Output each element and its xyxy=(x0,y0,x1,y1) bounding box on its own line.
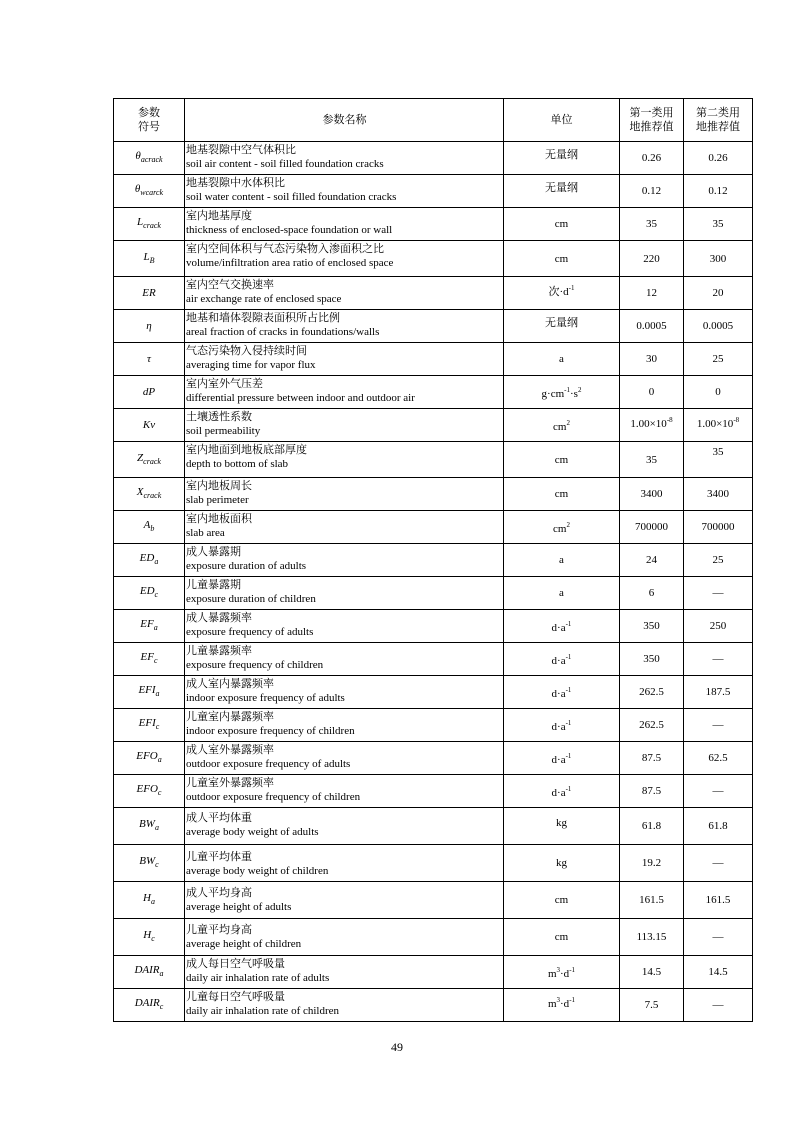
param-symbol: dP xyxy=(114,376,185,409)
value-class2: 300 xyxy=(684,241,753,277)
param-symbol: $X_{crack}$ xyxy=(114,478,185,511)
table-row xyxy=(114,709,753,742)
param-symbol: ER xyxy=(114,277,185,310)
param-symbol: $L_B$ xyxy=(114,241,185,277)
value-class2: — xyxy=(684,845,753,882)
value-class1: 700000 xyxy=(620,511,684,544)
value-class2: 35 xyxy=(684,442,753,478)
param-symbol: Kv xyxy=(114,409,185,442)
table-row xyxy=(114,442,753,478)
param-unit: $g\cdot cm^{-1}\cdot s^2$ xyxy=(504,376,620,409)
table-row xyxy=(114,989,753,1022)
param-unit: 无量纲 xyxy=(504,175,620,208)
value-class2: — xyxy=(684,775,753,808)
param-unit: $m^3\cdot d^{-1}$ xyxy=(504,956,620,989)
param-name: 室内地基厚度 thickness of enclosed-space foundation or wall xyxy=(185,208,504,241)
param-name: 成人每日空气呼吸量 daily air inhalation rate of adults xyxy=(185,956,504,989)
param-unit: kg xyxy=(504,845,620,882)
table-row xyxy=(114,577,753,610)
value-class2: — xyxy=(684,577,753,610)
param-unit: a xyxy=(504,544,620,577)
value-class1: 161.5 xyxy=(620,882,684,919)
value-class2: 3400 xyxy=(684,478,753,511)
table-header-row xyxy=(114,99,753,142)
table-row xyxy=(114,919,753,956)
param-unit: cm xyxy=(504,442,620,478)
param-name: 气态污染物入侵持续时间 averaging time for vapor flux xyxy=(185,343,504,376)
param-name: 成人暴露期 exposure duration of adults xyxy=(185,544,504,577)
table-row xyxy=(114,544,753,577)
param-name: 室内地板周长 slab perimeter xyxy=(185,478,504,511)
value-class1: 113.15 xyxy=(620,919,684,956)
header-unit: 单位 xyxy=(504,99,620,142)
value-class1: 262.5 xyxy=(620,676,684,709)
value-class2: 25 xyxy=(684,544,753,577)
param-name: 地基和墙体裂隙表面积所占比例 areal fraction of cracks in foundations/walls xyxy=(185,310,504,343)
value-class2: 20 xyxy=(684,277,753,310)
param-name: 室内地面到地板底部厚度 depth to bottom of slab xyxy=(185,442,504,478)
header-value-class2: 第二类用 地推荐值 xyxy=(684,99,753,142)
param-unit: $d\cdot a^{-1}$ xyxy=(504,775,620,808)
value-class2: 61.8 xyxy=(684,808,753,845)
param-name: 室内地板面积 slab area xyxy=(185,511,504,544)
value-class2: 161.5 xyxy=(684,882,753,919)
table-row xyxy=(114,142,753,175)
value-class1: 35 xyxy=(620,442,684,478)
table-row xyxy=(114,343,753,376)
table-row xyxy=(114,409,753,442)
value-class1: $1.00\times 10^{-8}$ xyxy=(620,409,684,442)
value-class2: 187.5 xyxy=(684,676,753,709)
param-symbol: $ED_c$ xyxy=(114,577,185,610)
value-class2: 62.5 xyxy=(684,742,753,775)
table-row xyxy=(114,956,753,989)
param-name: 儿童暴露期 exposure duration of children xyxy=(185,577,504,610)
param-unit: 次$\cdot d^{-1}$ xyxy=(504,277,620,310)
param-symbol: $\theta_{acrack}$ xyxy=(114,142,185,175)
header-symbol: 参数 符号 xyxy=(114,99,185,142)
value-class2: — xyxy=(684,919,753,956)
table-row xyxy=(114,882,753,919)
param-unit: $d\cdot a^{-1}$ xyxy=(504,610,620,643)
param-name: 室内室外气压差 differential pressure between indoor and outdoor air xyxy=(185,376,504,409)
param-symbol: $EFO_c$ xyxy=(114,775,185,808)
table-row xyxy=(114,643,753,676)
value-class1: 30 xyxy=(620,343,684,376)
param-symbol: $L_{crack}$ xyxy=(114,208,185,241)
table-row xyxy=(114,742,753,775)
table-row xyxy=(114,208,753,241)
table-row xyxy=(114,775,753,808)
value-class2: 0 xyxy=(684,376,753,409)
param-name: 地基裂隙中水体积比 soil water content - soil filled foundation cracks xyxy=(185,175,504,208)
parameter-table xyxy=(113,98,753,1022)
param-symbol: $EFO_a$ xyxy=(114,742,185,775)
value-class1: 350 xyxy=(620,643,684,676)
param-unit: cm xyxy=(504,478,620,511)
header-name: 参数名称 xyxy=(185,99,504,142)
value-class1: 6 xyxy=(620,577,684,610)
param-unit: kg xyxy=(504,808,620,845)
param-unit: $d\cdot a^{-1}$ xyxy=(504,742,620,775)
value-class2: 0.0005 xyxy=(684,310,753,343)
value-class1: 350 xyxy=(620,610,684,643)
param-symbol: $ED_a$ xyxy=(114,544,185,577)
value-class2: 700000 xyxy=(684,511,753,544)
value-class1: 35 xyxy=(620,208,684,241)
param-name: 室内空气交换速率 air exchange rate of enclosed space xyxy=(185,277,504,310)
param-unit: cm xyxy=(504,208,620,241)
param-name: 成人室内暴露频率 indoor exposure frequency of adults xyxy=(185,676,504,709)
value-class2: $1.00\times 10^{-8}$ xyxy=(684,409,753,442)
value-class1: 24 xyxy=(620,544,684,577)
value-class2: 25 xyxy=(684,343,753,376)
table-row xyxy=(114,478,753,511)
value-class2: 35 xyxy=(684,208,753,241)
param-symbol: $EFI_a$ xyxy=(114,676,185,709)
page-number: 49 xyxy=(391,1040,403,1054)
param-name: 儿童每日空气呼吸量 daily air inhalation rate of children xyxy=(185,989,504,1022)
param-unit: $d\cdot a^{-1}$ xyxy=(504,643,620,676)
table-row xyxy=(114,808,753,845)
value-class1: 0.26 xyxy=(620,142,684,175)
value-class2: 14.5 xyxy=(684,956,753,989)
value-class2: 0.12 xyxy=(684,175,753,208)
param-unit: 无量纲 xyxy=(504,310,620,343)
param-symbol: $H_a$ xyxy=(114,882,185,919)
value-class1: 87.5 xyxy=(620,742,684,775)
value-class1: 0.0005 xyxy=(620,310,684,343)
table-row xyxy=(114,511,753,544)
param-name: 儿童暴露频率 exposure frequency of children xyxy=(185,643,504,676)
param-symbol: $DAIR_a$ xyxy=(114,956,185,989)
value-class1: 7.5 xyxy=(620,989,684,1022)
param-unit: $d\cdot a^{-1}$ xyxy=(504,676,620,709)
param-unit: $m^3\cdot d^{-1}$ xyxy=(504,989,620,1022)
param-name: 室内空间体积与气态污染物入渗面积之比 volume/infiltration area ratio of enclosed space xyxy=(185,241,504,277)
param-unit: $cm^2$ xyxy=(504,409,620,442)
param-unit: $cm^2$ xyxy=(504,511,620,544)
value-class1: 3400 xyxy=(620,478,684,511)
param-symbol: $BW_a$ xyxy=(114,808,185,845)
value-class1: 0 xyxy=(620,376,684,409)
value-class1: 0.12 xyxy=(620,175,684,208)
param-name: 儿童平均身高 average height of children xyxy=(185,919,504,956)
param-name: 儿童室外暴露频率 outdoor exposure frequency of children xyxy=(185,775,504,808)
param-unit: a xyxy=(504,343,620,376)
param-symbol: $EF_a$ xyxy=(114,610,185,643)
header-value-class1: 第一类用 地推荐值 xyxy=(620,99,684,142)
value-class2: 250 xyxy=(684,610,753,643)
param-unit: cm xyxy=(504,882,620,919)
param-symbol: $A_b$ xyxy=(114,511,185,544)
value-class1: 12 xyxy=(620,277,684,310)
value-class1: 220 xyxy=(620,241,684,277)
value-class1: 262.5 xyxy=(620,709,684,742)
param-symbol: $EFI_c$ xyxy=(114,709,185,742)
param-name: 土壤透性系数 soil permeability xyxy=(185,409,504,442)
param-symbol: $DAIR_c$ xyxy=(114,989,185,1022)
param-name: 成人平均体重 average body weight of adults xyxy=(185,808,504,845)
table-row xyxy=(114,277,753,310)
param-unit: cm xyxy=(504,241,620,277)
param-symbol: $BW_c$ xyxy=(114,845,185,882)
param-name: 成人平均身高 average height of adults xyxy=(185,882,504,919)
param-name: 地基裂隙中空气体积比 soil air content - soil filled foundation cracks xyxy=(185,142,504,175)
table-row xyxy=(114,676,753,709)
value-class2: 0.26 xyxy=(684,142,753,175)
param-symbol: τ xyxy=(114,343,185,376)
param-unit: a xyxy=(504,577,620,610)
value-class2: — xyxy=(684,643,753,676)
param-symbol: $Z_{crack}$ xyxy=(114,442,185,478)
value-class2: — xyxy=(684,989,753,1022)
param-name: 儿童室内暴露频率 indoor exposure frequency of children xyxy=(185,709,504,742)
value-class1: 87.5 xyxy=(620,775,684,808)
param-name: 成人暴露频率 exposure frequency of adults xyxy=(185,610,504,643)
value-class2: — xyxy=(684,709,753,742)
param-unit: cm xyxy=(504,919,620,956)
value-class1: 19.2 xyxy=(620,845,684,882)
param-name: 儿童平均体重 average body weight of children xyxy=(185,845,504,882)
table-row xyxy=(114,175,753,208)
value-class1: 61.8 xyxy=(620,808,684,845)
table-row xyxy=(114,310,753,343)
table-row xyxy=(114,845,753,882)
table-row xyxy=(114,241,753,277)
param-unit: 无量纲 xyxy=(504,142,620,175)
param-symbol: $EF_c$ xyxy=(114,643,185,676)
param-symbol: η xyxy=(114,310,185,343)
value-class1: 14.5 xyxy=(620,956,684,989)
param-unit: $d\cdot a^{-1}$ xyxy=(504,709,620,742)
param-symbol: $\theta_{wcarck}$ xyxy=(114,175,185,208)
table-row xyxy=(114,610,753,643)
param-name: 成人室外暴露频率 outdoor exposure frequency of adults xyxy=(185,742,504,775)
table-row xyxy=(114,376,753,409)
param-symbol: $H_c$ xyxy=(114,919,185,956)
